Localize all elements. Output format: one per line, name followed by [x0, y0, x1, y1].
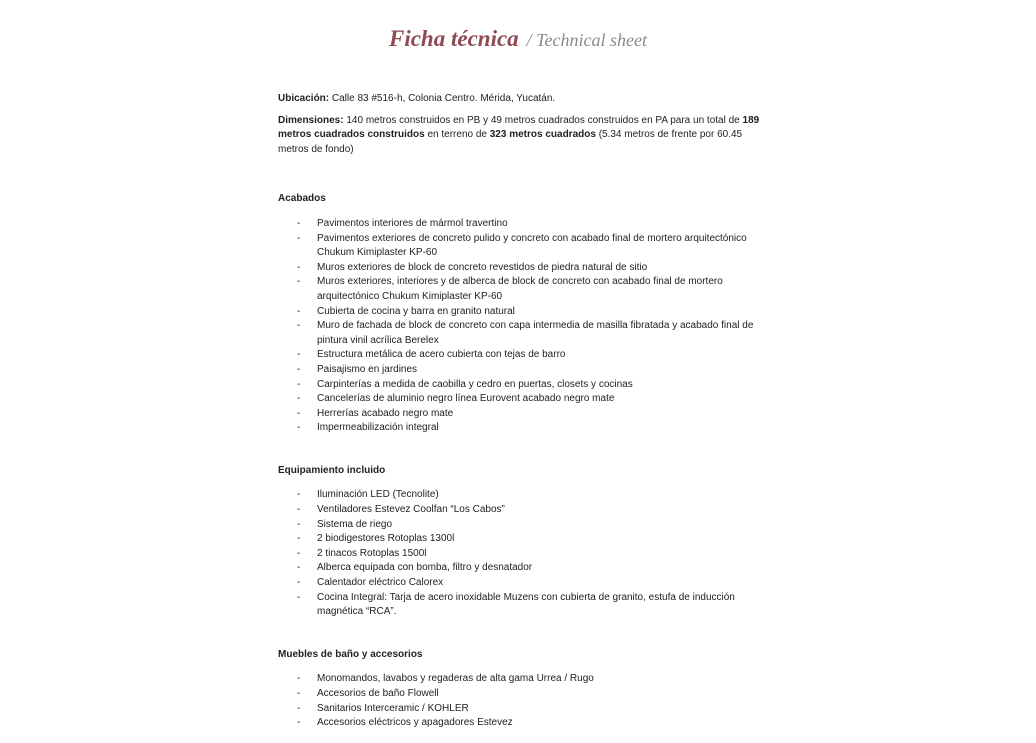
list-item — [278, 407, 763, 422]
location-paragraph — [278, 92, 763, 107]
list-item — [278, 378, 763, 393]
list-item-text: Muros exteriores de block de concreto revestidos de piedra natural de sitio — [317, 261, 648, 273]
list-item-text: Alberca equipada con bomba, filtro y desnatador — [317, 562, 533, 574]
section-muebles — [278, 648, 763, 731]
section-acabados — [278, 192, 763, 436]
bullet-dash: - — [297, 378, 301, 390]
section-heading: Equipamiento incluido — [278, 464, 386, 476]
bullet-dash: - — [297, 518, 301, 530]
bullet-dash: - — [297, 232, 301, 244]
title-english: / Technical sheet — [526, 30, 647, 50]
bullet-dash: - — [297, 702, 301, 714]
section-heading: Acabados — [278, 193, 326, 205]
list-item-text: Accesorios de baño Flowell — [317, 688, 439, 699]
equipamiento-list — [278, 488, 763, 619]
list-item — [278, 716, 763, 731]
list-item-text: Pavimentos exteriores de concreto pulido y concreto con acabado final de mortero arquitectónico Chukum Kimiplaster KP-60 — [317, 232, 747, 259]
list-item-text: Impermeabilización integral — [317, 422, 439, 434]
list-item — [278, 561, 763, 576]
list-item-text: Cubierta de cocina y barra en granito natural — [317, 305, 515, 317]
bullet-dash: - — [297, 363, 301, 375]
list-item — [278, 319, 763, 348]
bullet-dash: - — [297, 407, 301, 419]
sheet-content — [278, 92, 763, 731]
section-equipamiento — [278, 464, 763, 620]
list-item-text: Estructura metálica de acero cubierta con tejas de barro — [317, 349, 566, 361]
bullet-dash: - — [297, 577, 301, 589]
dimensions-text-2: en terreno de — [424, 129, 490, 141]
list-item-text: 2 tinacos Rotoplas 1500l — [317, 547, 427, 559]
list-item — [278, 687, 763, 702]
list-item — [278, 518, 763, 533]
list-item — [278, 532, 763, 547]
bullet-dash: - — [297, 393, 301, 405]
list-item-text: Iluminación LED (Tecnolite) — [317, 489, 439, 501]
location-text: Calle 83 #516-h, Colonia Centro. Mérida, Yucatán. — [329, 93, 556, 104]
list-item — [278, 232, 763, 261]
list-item — [278, 591, 763, 620]
dimensions-land-total: 323 metros cuadrados — [489, 129, 596, 141]
list-item — [278, 421, 763, 436]
list-item — [278, 702, 763, 717]
bullet-dash: - — [297, 533, 301, 545]
bullet-dash: - — [297, 489, 301, 501]
list-item — [278, 547, 763, 562]
bullet-dash: - — [297, 591, 301, 603]
list-item — [278, 348, 763, 363]
list-item-text: Sanitarios Interceramic / KOHLER — [317, 702, 469, 714]
list-item — [278, 488, 763, 503]
list-item — [278, 672, 763, 687]
list-item-text: Ventiladores Estevez Coolfan “Los Cabos” — [317, 504, 505, 516]
bullet-dash: - — [297, 261, 301, 273]
bullet-dash: - — [297, 217, 301, 229]
bullet-dash: - — [297, 504, 301, 516]
dimensions-text-3: (5.34 metros de frente por 60.45 metros de fondo) — [278, 129, 743, 155]
list-item — [278, 392, 763, 407]
list-item — [278, 503, 763, 518]
muebles-list — [278, 672, 763, 730]
list-item — [278, 275, 763, 304]
list-item-text: Pavimentos interiores de mármol travertino — [317, 217, 508, 229]
dimensions-label: Dimensiones: — [278, 114, 344, 126]
bullet-dash: - — [297, 276, 301, 288]
list-item-text: Muro de fachada de block de concreto con capa intermedia de masilla fibratada y acabado final de pintura vinil acrílica Berelex — [317, 320, 754, 346]
section-heading: Muebles de baño y accesorios — [278, 648, 423, 660]
bullet-dash: - — [297, 349, 301, 361]
page-title — [0, 26, 1036, 52]
dimensions-text-1: 140 metros construidos en PB y 49 metros cuadrados construidos en PA para un total de — [343, 114, 743, 126]
bullet-dash: - — [297, 320, 301, 332]
bullet-dash: - — [297, 422, 301, 434]
acabados-list — [278, 217, 763, 436]
location-label: Ubicación: — [278, 93, 330, 104]
dimensions-built-total: 189 metros cuadrados construidos — [278, 114, 760, 141]
list-item — [278, 261, 763, 276]
list-item-text: Muros exteriores, interiores y de alberca de block de concreto con acabado final de mortero arquitectónico Chukum Kimiplaster KP-60 — [317, 276, 723, 302]
list-item-text: Cancelerías de aluminio negro línea Eurovent acabado negro mate — [317, 393, 615, 405]
title-spanish: Ficha técnica — [388, 26, 519, 51]
list-item-text: Monomandos, lavabos y regaderas de alta gama Urrea / Rugo — [317, 673, 594, 685]
list-item-text: Cocina Integral: Tarja de acero inoxidable Muzens con cubierta de granito, estufa de inducción magnética “RCA”. — [317, 591, 735, 618]
list-item — [278, 305, 763, 320]
list-item — [278, 217, 763, 232]
list-item — [278, 363, 763, 378]
bullet-dash: - — [297, 688, 301, 699]
list-item-text: Accesorios eléctricos y apagadores Estevez — [317, 717, 513, 729]
list-item — [278, 576, 763, 591]
bullet-dash: - — [297, 562, 301, 574]
bullet-dash: - — [297, 673, 301, 685]
list-item-text: Herrerías acabado negro mate — [317, 407, 454, 419]
list-item-text: Sistema de riego — [317, 518, 393, 530]
dimensions-paragraph — [278, 114, 763, 158]
bullet-dash: - — [297, 547, 301, 559]
bullet-dash: - — [297, 305, 301, 317]
list-item-text: Calentador eléctrico Calorex — [317, 577, 444, 589]
list-item-text: 2 biodigestores Rotoplas 1300l — [317, 533, 455, 545]
list-item-text: Paisajismo en jardines — [317, 363, 418, 375]
list-item-text: Carpinterías a medida de caobilla y cedro en puertas, closets y cocinas — [317, 378, 633, 390]
bullet-dash: - — [297, 717, 301, 729]
